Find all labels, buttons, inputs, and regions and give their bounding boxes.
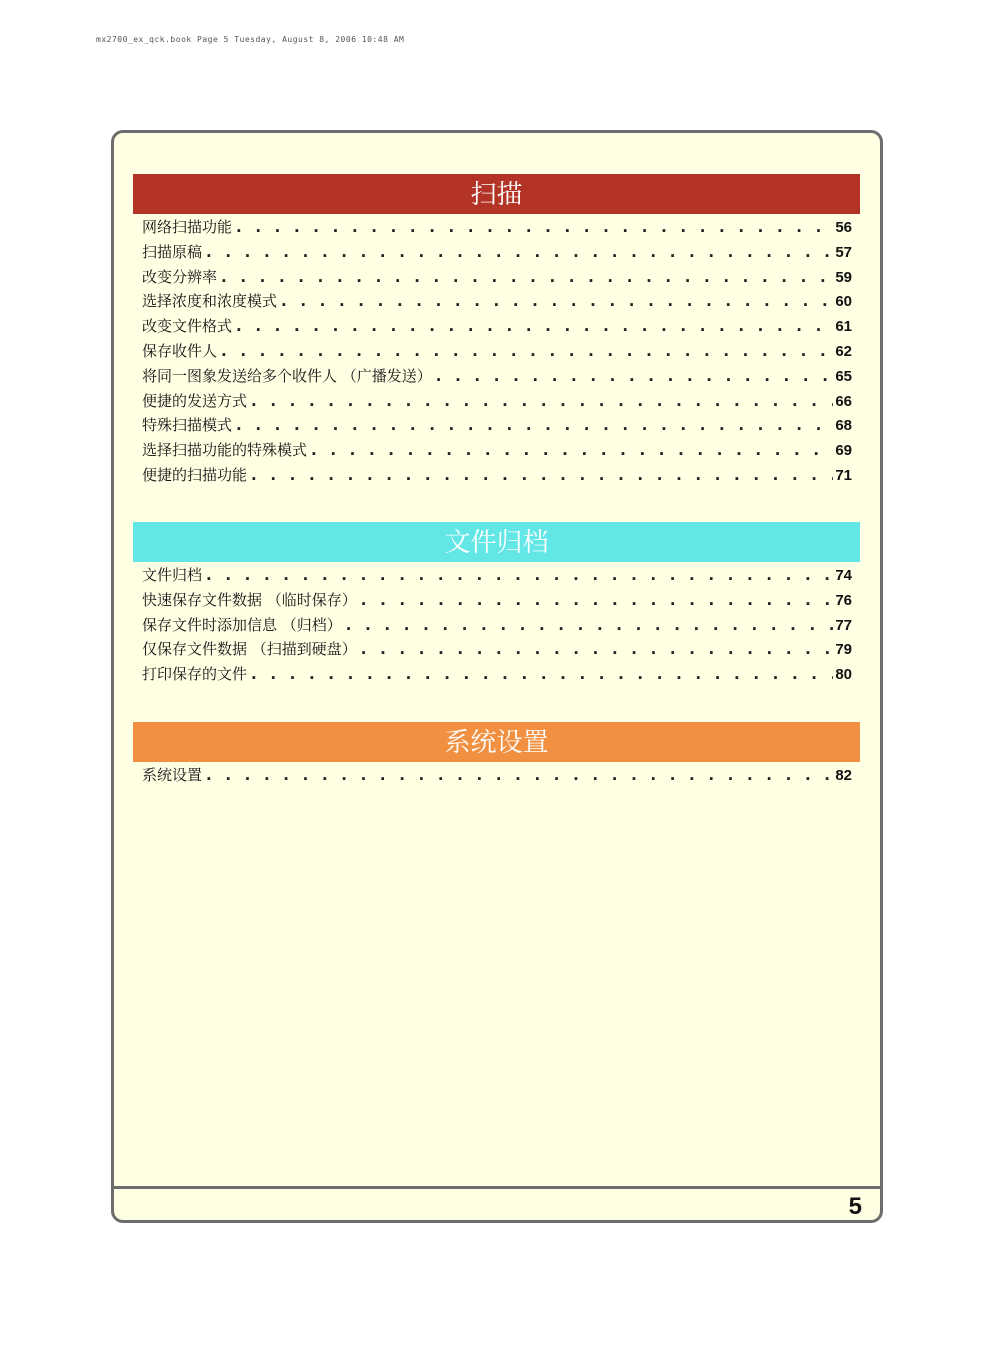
- toc-item[interactable]: [133, 364, 860, 389]
- toc-item-page: 62: [835, 342, 852, 360]
- toc-item-label: 仅保存文件数据 （扫描到硬盘）: [142, 640, 357, 659]
- dot-leader: [281, 289, 833, 314]
- toc-item-page: 68: [835, 417, 852, 435]
- book-header-meta: mx2700_ex_qck.book Page 5 Tuesday, August 8, 2006 10:48 AM: [96, 35, 405, 44]
- toc-item-label: 保存文件时添加信息 （归档）: [142, 615, 342, 634]
- toc-item-label: 选择扫描功能的特殊模式: [142, 441, 308, 460]
- toc-item[interactable]: [133, 289, 860, 314]
- toc-item-label: 文件归档: [142, 566, 203, 584]
- toc-item-label: 打印保存的文件: [142, 665, 248, 684]
- section-title-document-filing: 文件归档: [133, 522, 860, 562]
- toc-item-label: 特殊扫描模式: [142, 416, 233, 435]
- toc-item[interactable]: [133, 588, 860, 613]
- toc-item-label: 便捷的扫描功能: [142, 465, 248, 484]
- toc-item[interactable]: [133, 613, 860, 638]
- section-system-settings: [133, 722, 860, 788]
- toc-item-label: 改变分辨率: [142, 267, 218, 286]
- toc-item-page: 60: [835, 293, 852, 311]
- toc-item-page: 59: [835, 268, 852, 286]
- toc-item-label: 快速保存文件数据 （临时保存）: [142, 590, 357, 609]
- toc-item[interactable]: [133, 438, 860, 463]
- toc-item-page: 74: [835, 567, 852, 584]
- toc-item-page: 71: [835, 466, 852, 484]
- toc-item[interactable]: [133, 413, 860, 438]
- toc-item-label: 网络扫描功能: [142, 218, 233, 236]
- dot-leader: [251, 389, 833, 414]
- dot-leader: [206, 763, 833, 788]
- toc-item[interactable]: [133, 763, 860, 788]
- toc-list-document-filing: [133, 563, 860, 687]
- dot-leader: [221, 339, 833, 364]
- dot-leader: [221, 265, 833, 290]
- toc-item[interactable]: [133, 662, 860, 687]
- toc-item[interactable]: [133, 563, 860, 588]
- toc-item-label: 选择浓度和浓度模式: [142, 292, 278, 311]
- dot-leader: [346, 613, 834, 638]
- toc-item[interactable]: [133, 339, 860, 364]
- toc-item-page: 82: [835, 767, 852, 784]
- toc-item[interactable]: [133, 389, 860, 414]
- section-document-filing: [133, 522, 860, 687]
- toc-list-system-settings: [133, 763, 860, 788]
- toc-item-page: 77: [835, 616, 852, 634]
- section-title-system-settings: 系统设置: [133, 722, 860, 762]
- toc-item-label: 将同一图象发送给多个收件人 （广播发送）: [142, 366, 432, 385]
- dot-leader: [236, 314, 833, 339]
- toc-item-page: 79: [835, 641, 852, 659]
- toc-item[interactable]: [133, 314, 860, 339]
- footer-divider: [114, 1186, 880, 1189]
- toc-item-label: 保存收件人: [142, 341, 218, 360]
- toc-item-page: 80: [835, 666, 852, 684]
- toc-item[interactable]: [133, 215, 860, 240]
- toc-item-page: 56: [835, 219, 852, 236]
- dot-leader: [236, 413, 833, 438]
- dot-leader: [361, 637, 834, 662]
- toc-item[interactable]: [133, 240, 860, 265]
- dot-leader: [251, 662, 833, 687]
- toc-item[interactable]: [133, 265, 860, 290]
- toc-item-label: 扫描原稿: [142, 242, 203, 261]
- dot-leader: [251, 463, 833, 488]
- section-title-scan: 扫描: [133, 174, 860, 214]
- toc-item-label: 便捷的发送方式: [142, 391, 248, 410]
- toc-panel: [111, 130, 883, 1223]
- dot-leader: [206, 240, 833, 265]
- dot-leader: [311, 438, 833, 463]
- toc-list-scan: [133, 215, 860, 488]
- toc-item-page: 66: [835, 392, 852, 410]
- dot-leader: [206, 563, 833, 588]
- dot-leader: [436, 364, 834, 389]
- toc-item-label: 改变文件格式: [142, 317, 233, 336]
- toc-item-page: 76: [835, 591, 852, 609]
- dot-leader: [361, 588, 834, 613]
- toc-item-page: 65: [835, 367, 852, 385]
- toc-item-page: 69: [835, 442, 852, 460]
- toc-item-page: 61: [835, 318, 852, 336]
- page-number: 5: [848, 1193, 862, 1220]
- section-scan: [133, 174, 860, 488]
- toc-item-label: 系统设置: [142, 766, 203, 784]
- toc-item[interactable]: [133, 637, 860, 662]
- toc-item[interactable]: [133, 463, 860, 488]
- dot-leader: [236, 215, 833, 240]
- toc-item-page: 57: [835, 243, 852, 261]
